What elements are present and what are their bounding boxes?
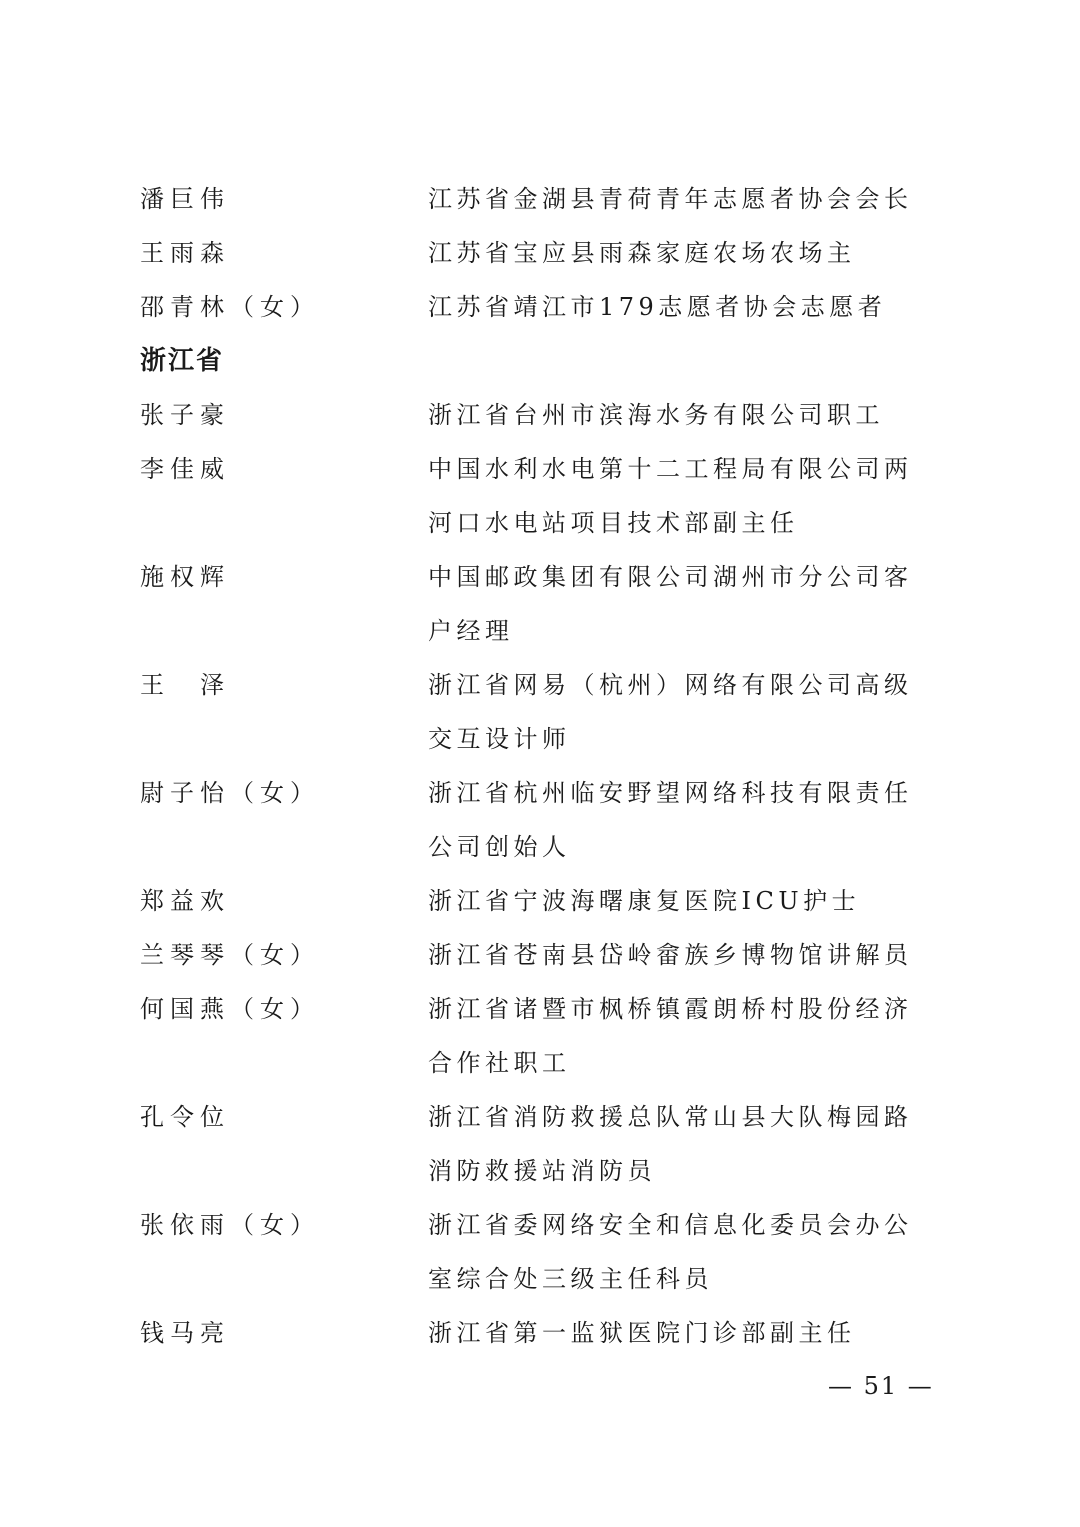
person-description: 浙江省委网络安全和信息化委员会办公室综合处三级主任科员 [428,1211,913,1293]
person-description: 浙江省第一监狱医院门诊部副主任 [428,1319,856,1347]
person-description: 浙江省宁波海曙康复医院ICU护士 [428,887,861,915]
honoree-list [140,172,940,1360]
person-name: 兰琴琴（女） [140,941,320,969]
list-item [140,1090,940,1198]
page-number: — 51 — [828,1372,934,1400]
list-item [140,982,940,1090]
section-heading-row [140,334,940,388]
list-item [140,388,940,442]
person-description: 江苏省靖江市179志愿者协会志愿者 [428,293,887,321]
list-item [140,226,940,280]
person-name: 何国燕（女） [140,995,320,1023]
person-name: 王 泽 [140,671,230,699]
province-heading: 浙江省 [140,346,225,376]
person-name: 邵青林（女） [140,293,320,321]
person-name: 施权辉 [140,563,230,591]
person-name: 张依雨（女） [140,1211,320,1239]
list-item [140,1306,940,1360]
list-item [140,1198,940,1306]
list-item [140,442,940,550]
person-name: 钱马亮 [140,1319,230,1347]
person-description: 浙江省网易（杭州）网络有限公司高级交互设计师 [428,671,913,753]
person-name: 王雨森 [140,239,230,267]
person-name: 李佳威 [140,455,230,483]
list-item [140,874,940,928]
person-name: 尉子怡（女） [140,779,320,807]
person-description: 浙江省消防救援总队常山县大队梅园路消防救援站消防员 [428,1103,913,1185]
person-description: 中国水利水电第十二工程局有限公司两河口水电站项目技术部副主任 [428,455,913,537]
list-item [140,928,940,982]
list-item [140,550,940,658]
person-name: 郑益欢 [140,887,230,915]
person-description: 浙江省诸暨市枫桥镇霞朗桥村股份经济合作社职工 [428,995,913,1077]
person-description: 江苏省金湖县青荷青年志愿者协会会长 [428,185,913,213]
list-item [140,172,940,226]
person-name: 孔令位 [140,1103,230,1131]
person-description: 江苏省宝应县雨森家庭农场农场主 [428,239,856,267]
list-item [140,766,940,874]
list-item [140,658,940,766]
person-description: 浙江省杭州临安野望网络科技有限责任公司创始人 [428,779,913,861]
person-description: 浙江省苍南县岱岭畲族乡博物馆讲解员 [428,941,913,969]
person-description: 浙江省台州市滨海水务有限公司职工 [428,401,884,429]
person-name: 潘巨伟 [140,185,230,213]
list-item [140,280,940,334]
person-description: 中国邮政集团有限公司湖州市分公司客户经理 [428,563,913,645]
person-name: 张子豪 [140,401,230,429]
